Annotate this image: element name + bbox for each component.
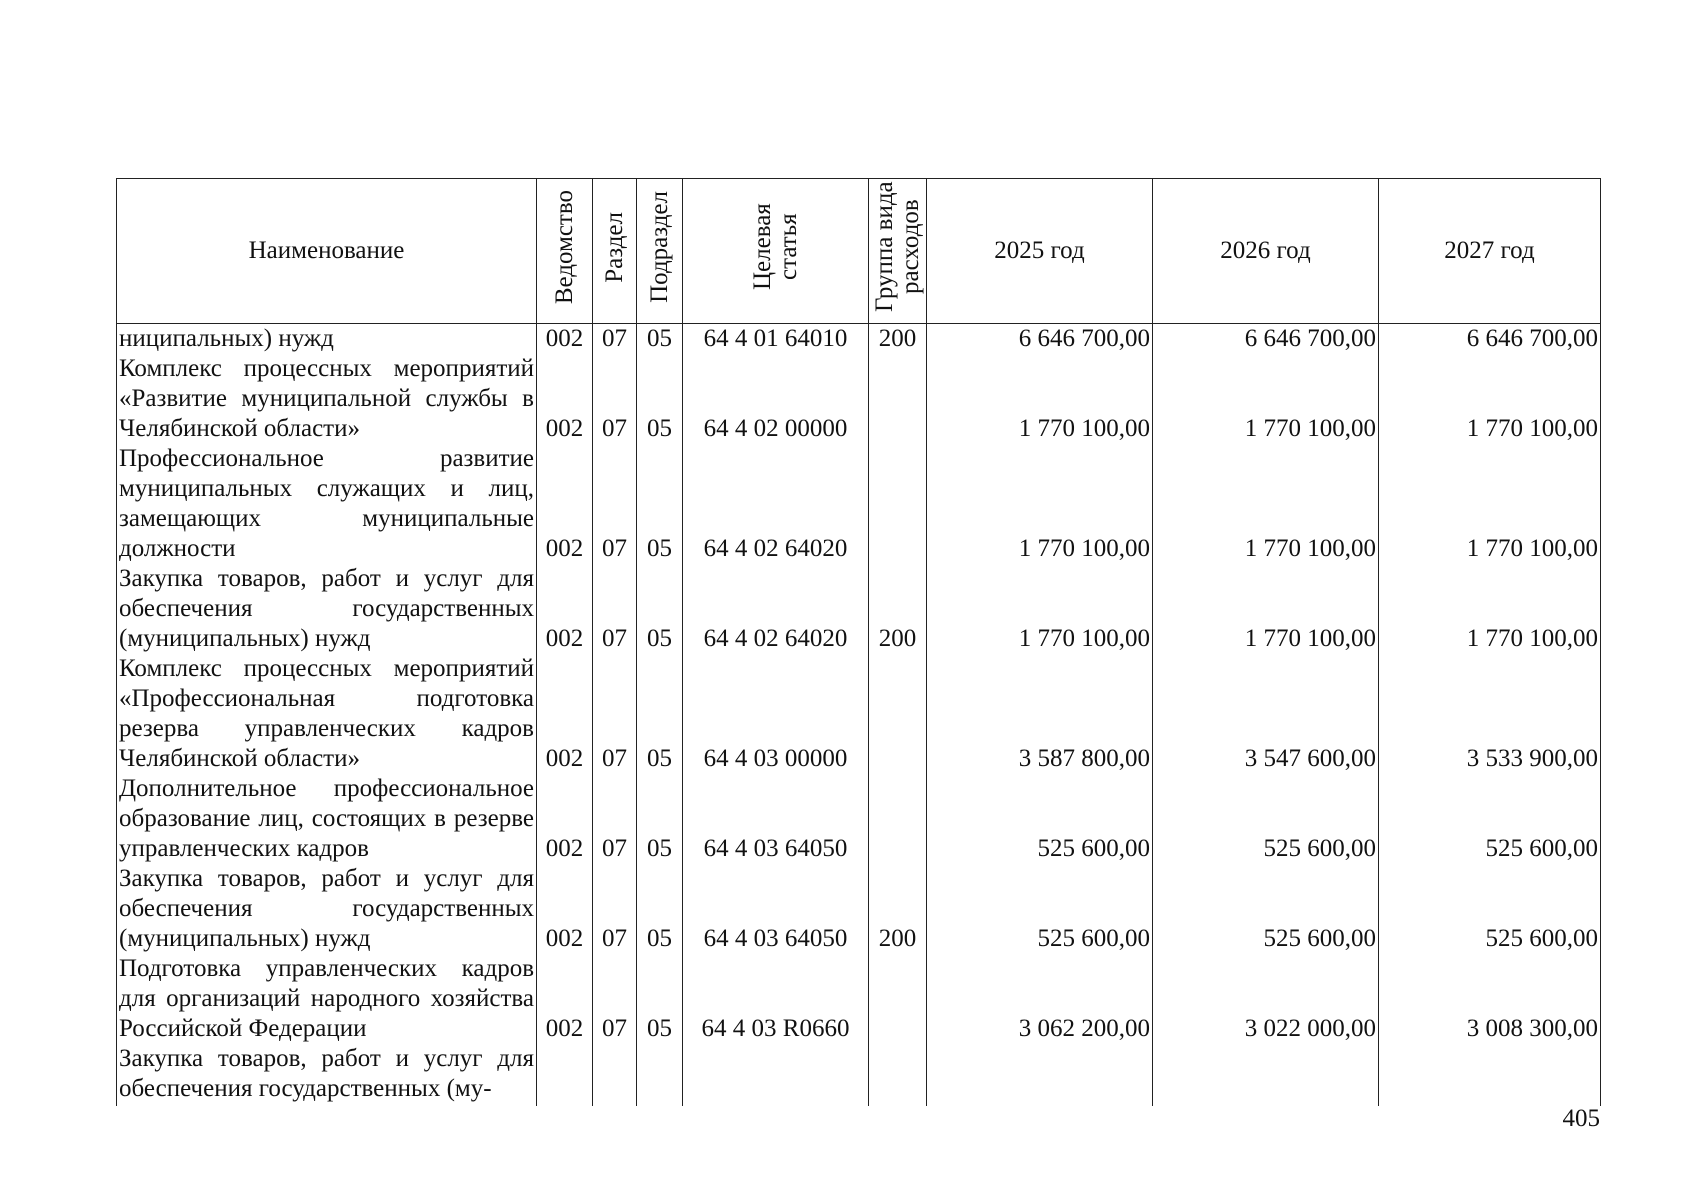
row-2027: 1 770 100,00 bbox=[1379, 444, 1601, 564]
header-subsection: Подраздел bbox=[637, 179, 683, 324]
header-name: Наименование bbox=[117, 179, 537, 324]
row-2026: 1 770 100,00 bbox=[1153, 444, 1379, 564]
row-section: 07 bbox=[593, 324, 637, 355]
row-2025: 6 646 700,00 bbox=[927, 324, 1153, 355]
table-row bbox=[117, 354, 1601, 444]
row-subsection: 05 bbox=[637, 654, 683, 774]
row-expense-group bbox=[869, 774, 927, 864]
row-2026: 525 600,00 bbox=[1153, 774, 1379, 864]
row-2025: 525 600,00 bbox=[927, 864, 1153, 954]
header-row bbox=[117, 179, 1601, 324]
row-department bbox=[537, 1044, 593, 1106]
row-subsection: 05 bbox=[637, 564, 683, 654]
table-row bbox=[117, 1044, 1601, 1106]
table-row bbox=[117, 774, 1601, 864]
table-row bbox=[117, 864, 1601, 954]
row-department: 002 bbox=[537, 444, 593, 564]
row-target-article: 64 4 03 64050 bbox=[683, 864, 869, 954]
header-expense-group: Группа вида расходов bbox=[869, 179, 927, 324]
row-department: 002 bbox=[537, 354, 593, 444]
row-expense-group: 200 bbox=[869, 564, 927, 654]
row-name: Дополнительное профессиональное образование лиц, состоящих в резерве управленческих кадров bbox=[117, 774, 537, 864]
row-2025: 1 770 100,00 bbox=[927, 444, 1153, 564]
table-row bbox=[117, 954, 1601, 1044]
header-2027: 2027 год bbox=[1379, 179, 1601, 324]
table-row bbox=[117, 654, 1601, 774]
row-expense-group bbox=[869, 444, 927, 564]
row-2027: 1 770 100,00 bbox=[1379, 564, 1601, 654]
row-section: 07 bbox=[593, 354, 637, 444]
row-target-article: 64 4 02 00000 bbox=[683, 354, 869, 444]
budget-table-container bbox=[116, 178, 1601, 1106]
row-department: 002 bbox=[537, 324, 593, 355]
row-section: 07 bbox=[593, 654, 637, 774]
row-2025: 1 770 100,00 bbox=[927, 564, 1153, 654]
row-subsection: 05 bbox=[637, 324, 683, 355]
row-section: 07 bbox=[593, 444, 637, 564]
row-2026: 1 770 100,00 bbox=[1153, 354, 1379, 444]
row-target-article: 64 4 03 R0660 bbox=[683, 954, 869, 1044]
row-name: ниципальных) нужд bbox=[117, 324, 537, 355]
row-expense-group: 200 bbox=[869, 864, 927, 954]
row-2026: 525 600,00 bbox=[1153, 864, 1379, 954]
row-2025: 525 600,00 bbox=[927, 774, 1153, 864]
row-section bbox=[593, 1044, 637, 1106]
row-2025 bbox=[927, 1044, 1153, 1106]
row-expense-group: 200 bbox=[869, 324, 927, 355]
row-section: 07 bbox=[593, 954, 637, 1044]
row-name: Закупка товаров, работ и услуг для обеспечения государственных (муниципальных) нужд bbox=[117, 564, 537, 654]
row-subsection bbox=[637, 1044, 683, 1106]
header-2026: 2026 год bbox=[1153, 179, 1379, 324]
row-2027 bbox=[1379, 1044, 1601, 1106]
row-subsection: 05 bbox=[637, 954, 683, 1044]
row-2027: 6 646 700,00 bbox=[1379, 324, 1601, 355]
row-target-article: 64 4 02 64020 bbox=[683, 564, 869, 654]
header-target-article: Целевая статья bbox=[683, 179, 869, 324]
row-2025: 3 062 200,00 bbox=[927, 954, 1153, 1044]
row-2026: 3 547 600,00 bbox=[1153, 654, 1379, 774]
row-subsection: 05 bbox=[637, 354, 683, 444]
row-department: 002 bbox=[537, 954, 593, 1044]
row-2027: 1 770 100,00 bbox=[1379, 354, 1601, 444]
table-row bbox=[117, 444, 1601, 564]
header-2025: 2025 год bbox=[927, 179, 1153, 324]
row-target-article: 64 4 03 00000 bbox=[683, 654, 869, 774]
row-subsection: 05 bbox=[637, 864, 683, 954]
table-row bbox=[117, 324, 1601, 355]
row-expense-group bbox=[869, 1044, 927, 1106]
row-2025: 3 587 800,00 bbox=[927, 654, 1153, 774]
row-name: Закупка товаров, работ и услуг для обеспечения государственных (муниципальных) нужд bbox=[117, 864, 537, 954]
row-section: 07 bbox=[593, 774, 637, 864]
header-section: Раздел bbox=[593, 179, 637, 324]
row-name: Комплекс процессных мероприятий «Развитие муниципальной службы в Челябинской области» bbox=[117, 354, 537, 444]
row-subsection: 05 bbox=[637, 774, 683, 864]
row-target-article: 64 4 01 64010 bbox=[683, 324, 869, 355]
row-department: 002 bbox=[537, 774, 593, 864]
row-section: 07 bbox=[593, 864, 637, 954]
row-2027: 525 600,00 bbox=[1379, 864, 1601, 954]
row-target-article: 64 4 03 64050 bbox=[683, 774, 869, 864]
row-2026 bbox=[1153, 1044, 1379, 1106]
row-2025: 1 770 100,00 bbox=[927, 354, 1153, 444]
row-section: 07 bbox=[593, 564, 637, 654]
header-department: Ведомство bbox=[537, 179, 593, 324]
row-name: Комплекс процессных мероприятий «Профессиональная подготовка резерва управленческих кадров Челябинской области» bbox=[117, 654, 537, 774]
row-expense-group bbox=[869, 954, 927, 1044]
row-department: 002 bbox=[537, 564, 593, 654]
row-target-article: 64 4 02 64020 bbox=[683, 444, 869, 564]
row-2027: 3 008 300,00 bbox=[1379, 954, 1601, 1044]
row-2027: 3 533 900,00 bbox=[1379, 654, 1601, 774]
row-2026: 3 022 000,00 bbox=[1153, 954, 1379, 1044]
row-expense-group bbox=[869, 354, 927, 444]
budget-table bbox=[116, 178, 1601, 1106]
row-department: 002 bbox=[537, 654, 593, 774]
row-name: Закупка товаров, работ и услуг для обеспечения государственных (му- bbox=[117, 1044, 537, 1106]
row-expense-group bbox=[869, 654, 927, 774]
row-name: Профессиональное развитие муниципальных служащих и лиц, замещающих муниципальные должности bbox=[117, 444, 537, 564]
page-number: 405 bbox=[1562, 1105, 1600, 1132]
row-2026: 6 646 700,00 bbox=[1153, 324, 1379, 355]
row-target-article bbox=[683, 1044, 869, 1106]
row-name: Подготовка управленческих кадров для организаций народного хозяйства Российской Федерации bbox=[117, 954, 537, 1044]
row-department: 002 bbox=[537, 864, 593, 954]
table-row bbox=[117, 564, 1601, 654]
row-subsection: 05 bbox=[637, 444, 683, 564]
row-2027: 525 600,00 bbox=[1379, 774, 1601, 864]
row-2026: 1 770 100,00 bbox=[1153, 564, 1379, 654]
